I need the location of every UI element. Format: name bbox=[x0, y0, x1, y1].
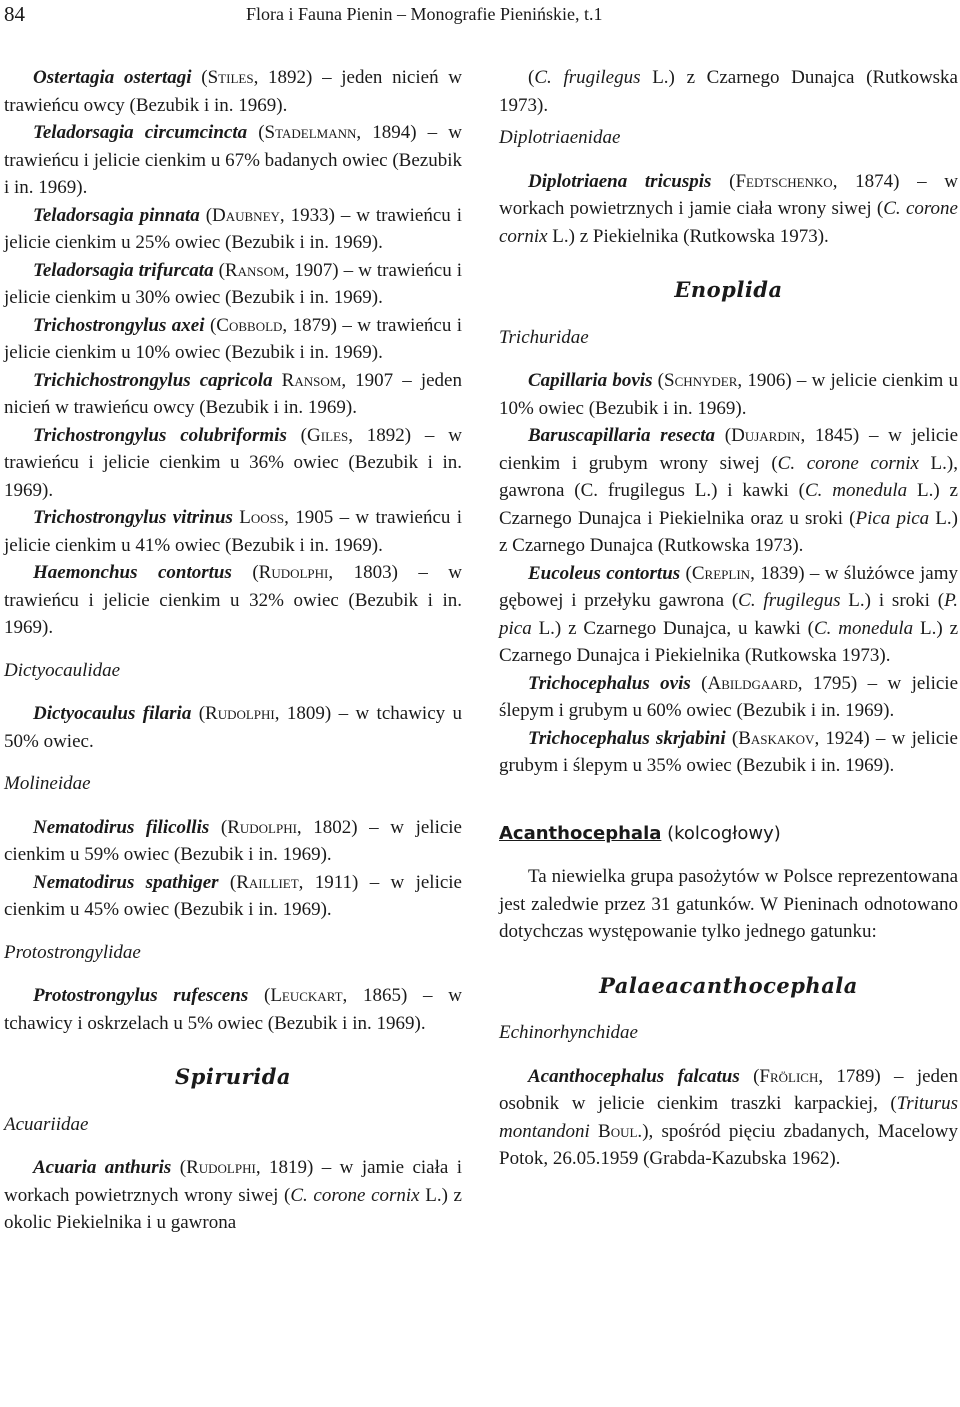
entry-text: , 1865) – w tchawicy i oskrzelach u 5% owiec (Bezubik i in. 1969). bbox=[4, 985, 462, 1034]
taxon-author: Ransom bbox=[224, 259, 285, 281]
taxon-name: Trichostrongylus vitrinus bbox=[33, 507, 233, 528]
entry-text: , 1907) – w trawieńcu i jelicie cienkim u 30% owiec (Bezubik i in. 1969). bbox=[4, 259, 463, 308]
species-entry: Trichostrongylus axei (Cobbold, 1879) – w trawieńcu i jelicie cienkim u 10% owiec (Bezubik i in. 1969). bbox=[4, 314, 463, 363]
entry-text: , 1892) – w trawieńcu i jelicie cienkim u 36% owiec (Bezubik i in. 1969). bbox=[4, 424, 462, 501]
entry-text: , 1802) – w jelicie cienkim u 59% owiec (Bezubik i in. 1969). bbox=[4, 816, 462, 865]
species-entry: Trichocephalus ovis (Abildgaard, 1795) – w jelicie ślepym i grubym u 60% owiec (Bezubik i in. 1969). bbox=[499, 672, 959, 721]
family-heading: Trichuridae bbox=[499, 326, 589, 348]
species-entry: Haemonchus contortus (Rudolphi, 1803) – w trawieńcu i jelicie cienkim u 32% owiec (Bezubik i in. 1969). bbox=[4, 562, 462, 638]
taxon-author: Rudolphi bbox=[186, 1157, 256, 1178]
species-entry bbox=[4, 367, 462, 422]
taxon-author: Rudolphi bbox=[258, 562, 329, 583]
taxon-name: Teladorsagia pinnata bbox=[33, 204, 200, 226]
family-heading: Protostrongylidae bbox=[4, 941, 141, 963]
entry-text: , 1809) – w tchawicy u 50% owiec. bbox=[4, 703, 462, 752]
taxon-author: Daubney bbox=[212, 204, 280, 226]
species-entry: Trichocephalus skrjabini (Baskakov, 1924) – w jelicie grubym i ślepym u 35% owiec (Bezubik i in. 1969). bbox=[499, 727, 958, 776]
taxon-author: Stiles bbox=[207, 67, 254, 88]
taxon-author: Ransom bbox=[281, 369, 342, 391]
species-entry: Protostrongylus rufescens (Leuckart, 1865) – w tchawicy i oskrzelach u 5% owiec (Bezubik i in. 1969). bbox=[4, 985, 462, 1034]
entry-text: , 1879) – w trawieńcu i jelicie cienkim u 10% owiec (Bezubik i in. 1969). bbox=[4, 314, 463, 363]
taxon-name: Trichostrongylus colubriformis bbox=[33, 424, 287, 446]
taxon-name: Acuaria anthuris bbox=[33, 1157, 172, 1178]
taxon-name: Nematodirus spathiger bbox=[33, 871, 219, 893]
taxon-name: Teladorsagia trifurcata bbox=[33, 259, 214, 281]
family-heading: Molineidae bbox=[4, 773, 91, 794]
page-header bbox=[0, 0, 960, 26]
species-entry: Teladorsagia trifurcata (Ransom, 1907) – w trawieńcu i jelicie cienkim u 30% owiec (Bezubik i in. 1969). bbox=[4, 259, 463, 308]
entry-text: , 1803) – w trawieńcu i jelicie cienkim u 32% owiec (Bezubik i in. 1969). bbox=[4, 562, 462, 638]
entry-text: , 1892) – jeden nicień w trawieńcu owcy (Bezubik i in. 1969). bbox=[4, 67, 463, 116]
species-entry: Ostertagia ostertagi (Stiles, 1892) – jeden nicień w trawieńcu owcy (Bezubik i in. 1969). bbox=[4, 67, 463, 116]
species-entry: Nematodirus filicollis (Rudolphi, 1802) – w jelicie cienkim u 59% owiec (Bezubik i in. 1969). bbox=[4, 816, 462, 865]
family-heading: Diplotriaenidae bbox=[499, 127, 621, 148]
running-title: Flora i Fauna Pienin – Monografie Pienińskie, t.1 bbox=[246, 4, 603, 24]
taxon-author: Railliet bbox=[236, 871, 299, 893]
entry-text: , 1905 – w trawieńcu i jelicie cienkim u 41% owiec (Bezubik i in. 1969). bbox=[4, 507, 463, 556]
left-column bbox=[4, 64, 462, 1237]
taxon-name: Trichichostrongylus capricola bbox=[33, 369, 273, 391]
taxon-author: Leuckart bbox=[270, 985, 343, 1006]
taxon-name: Haemonchus contortus bbox=[33, 562, 232, 583]
taxon-name: Protostrongylus rufescens bbox=[33, 985, 249, 1006]
intro-paragraph: Ta niewielka grupa pasożytów w Polsce reprezentowana jest zaledwie przez 31 gatunków. W Pieninach odnotowano dotychczas występowanie tylko jednego gatunku: bbox=[499, 866, 958, 942]
taxon-author: Cobbold bbox=[216, 314, 283, 336]
species-name: C. corone cornix bbox=[290, 1184, 420, 1206]
entry-text: , 1933) – w trawieńcu i jelicie cienkim u 25% owiec (Bezubik i in. 1969). bbox=[4, 204, 462, 253]
taxon-author: Rudolphi bbox=[205, 703, 275, 724]
species-entry: Diplotriaena tricuspis (Fedtschenko, 1874) – w workach powietrznych i jamie ciała wrony siwej (C. corone cornix L.) z Piekielnika (Rutkowska 1973). bbox=[499, 170, 959, 247]
order-heading: Palaeacanthocephala bbox=[599, 972, 858, 998]
family-heading: Dictyocaulidae bbox=[4, 659, 121, 681]
continuation-paragraph: (C. frugilegus L.) z Czarnego Dunajca (Rutkowska 1973). bbox=[499, 67, 958, 116]
page-number: 84 bbox=[4, 2, 25, 26]
species-entry: Eucoleus contortus (Creplin, 1839) – w ślużówce jamy gębowej i przełyku gawrona (C. frugilegus L.) i sroki (P. pica L.) z Czarnego Dunajca, u kawki (C. monedula L.) z Czarnego Dunajca i Piekielnika (Rutkowska 1973). bbox=[499, 562, 959, 666]
species-entry: Teladorsagia circumcincta (Stadelmann, 1894) – w trawieńcu i jelicie cienkim u 67% badanych owiec (Bezubik i in. 1969). bbox=[4, 122, 462, 198]
species-entry: Capillaria bovis (Schnyder, 1906) – w jelicie cienkim u 10% owiec (Bezubik i in. 1969). bbox=[499, 370, 958, 419]
taxon-author: Looss bbox=[239, 507, 285, 528]
species-entry: Acuaria anthuris (Rudolphi, 1819) – w jamie ciała i workach powietrznych wrony siwej (C. corone cornix L.) z okolic Piekielnika i u gawrona bbox=[4, 1157, 463, 1233]
entry-text: , 1911) – w jelicie cienkim u 45% owiec (Bezubik i in. 1969). bbox=[4, 871, 462, 920]
taxon-name: Dictyocaulus filaria bbox=[33, 703, 192, 724]
entry-text: , 1819) – w jamie ciała i workach powietrznych wrony siwej ( bbox=[4, 1157, 463, 1206]
species-entry bbox=[4, 504, 462, 559]
taxon-name: Trichostrongylus axei bbox=[33, 314, 205, 336]
entry-text: L.) z okolic Piekielnika i u gawrona bbox=[4, 1184, 462, 1233]
taxon-name: Teladorsagia circumcincta bbox=[33, 122, 248, 143]
species-entry: Baruscapillaria resecta (Dujardin, 1845) – w jelicie cienkim i grubym wrony siwej (C. corone cornix L.), gawrona (C. frugilegus L.) i kawki (C. monedula L.) z Czarnego Dunajca i Piekielnika oraz u sroki (Pica pica L.) z Czarnego Dunajca (Rutkowska 1973). bbox=[499, 425, 959, 556]
family-heading: Echinorhynchidae bbox=[499, 1022, 638, 1043]
right-column bbox=[499, 64, 958, 1173]
species-entry: Teladorsagia pinnata (Daubney, 1933) – w trawieńcu i jelicie cienkim u 25% owiec (Bezubik i in. 1969). bbox=[4, 204, 462, 253]
taxon-author: Stadelmann bbox=[264, 122, 357, 143]
entry-text: , 1894) – w trawieńcu i jelicie cienkim u 67% badanych owiec (Bezubik i in. 1969). bbox=[4, 122, 462, 198]
species-entry: Nematodirus spathiger (Railliet, 1911) – w jelicie cienkim u 45% owiec (Bezubik i in. 1969). bbox=[4, 871, 462, 920]
taxon-author: Fedtschenko bbox=[735, 170, 833, 192]
species-entry: Acanthocephalus falcatus (Frölich, 1789) – jeden osobnik w jelicie cienkim traszki karpackiej, (Triturus montandoni Boul.), spośród pięciu zbadanych, Macelowy Potok, 26.05.1959 (Grabda-Kazubska 1962). bbox=[499, 1065, 959, 1169]
family-heading: Acuariidae bbox=[4, 1113, 89, 1135]
order-heading: Enoplida bbox=[674, 277, 783, 302]
taxon-author: Rudolphi bbox=[227, 816, 297, 838]
order-heading: Spirurida bbox=[175, 1064, 291, 1089]
species-name: C. frugilegus bbox=[534, 67, 641, 88]
taxon-name: Ostertagia ostertagi bbox=[33, 67, 192, 88]
species-entry: Trichostrongylus colubriformis (Giles, 1892) – w trawieńcu i jelicie cienkim u 36% owiec (Bezubik i in. 1969). bbox=[4, 424, 462, 501]
taxon-name: Diplotriaena tricuspis bbox=[528, 170, 712, 192]
section-heading: Acanthocephala (kolcogłowy) bbox=[499, 822, 781, 844]
entry-text: , 1907 – jeden nicień w trawieńcu owcy (Bezubik i in. 1969). bbox=[4, 369, 462, 418]
taxon-name: Nematodirus filicollis bbox=[33, 816, 210, 838]
taxon-author: Giles bbox=[307, 424, 349, 446]
species-entry: Dictyocaulus filaria (Rudolphi, 1809) – w tchawicy u 50% owiec. bbox=[4, 703, 462, 752]
